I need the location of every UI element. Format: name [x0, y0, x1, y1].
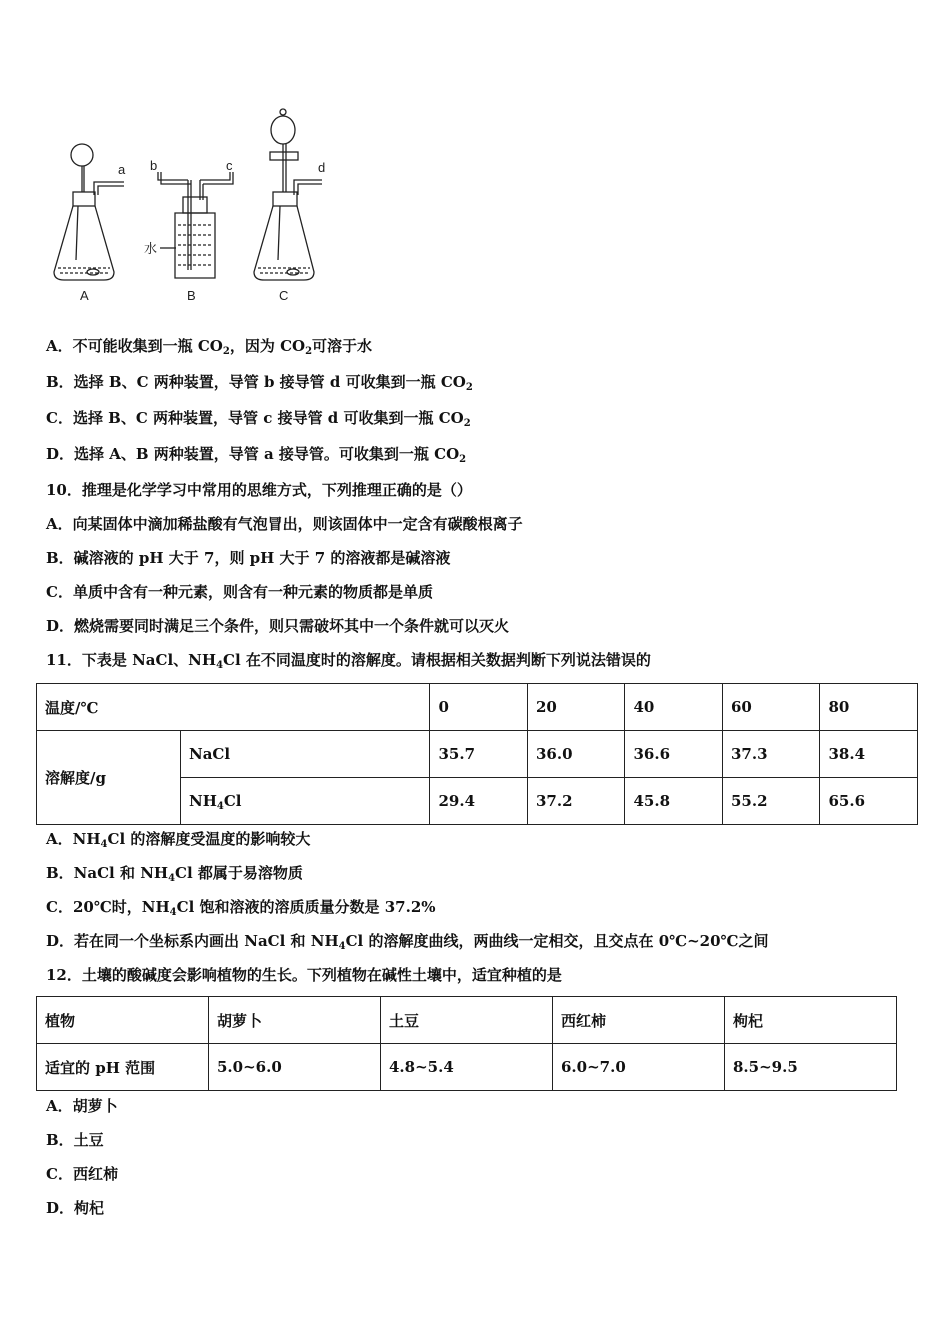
temp-header: 温度/℃	[37, 684, 430, 731]
q9-option-b: B．选择 B、C 两种装置，导管 b 接导管 d 可收集到一瓶 $CO_2$	[46, 373, 473, 393]
q11-option-d: D．若在同一个坐标系内画出 NaCl 和 $NH_4Cl$ 的溶解度曲线，两曲线一定相交，且交点在 0℃~20℃之间	[46, 932, 769, 952]
q10-stem: 10．推理是化学学习中常用的思维方式，下列推理正确的是（）	[46, 481, 472, 499]
nh4cl-cell: 55.2	[722, 778, 820, 825]
apparatus-a	[54, 144, 124, 280]
table-row	[37, 997, 897, 1044]
nacl-cell: 36.6	[625, 731, 723, 778]
q9-option-d: D．选择 A、B 两种装置，导管 a 接导管。可收集到一瓶 $CO_2$	[46, 445, 467, 465]
q11-option-a: A．$NH_4Cl$ 的溶解度受温度的影响较大	[46, 830, 311, 850]
nacl-label: NaCl	[181, 731, 430, 778]
ph-cell: 5.0~6.0	[209, 1044, 381, 1091]
nh4cl-cell: 65.6	[820, 778, 918, 825]
label-b: b	[150, 158, 158, 173]
q9-option-a: A．不可能收集到一瓶 $CO_2$，因为 $CO_2$可溶于水	[46, 337, 373, 357]
solubility-table	[36, 683, 918, 825]
plant-header: 胡萝卜	[209, 997, 381, 1044]
q12-option-b: B．土豆	[46, 1131, 104, 1149]
q10-option-d: D．燃烧需要同时满足三个条件，则只需破坏其中一个条件就可以灭火	[46, 617, 510, 635]
label-c: c	[226, 158, 233, 173]
label-A: A	[80, 288, 89, 303]
nh4cl-cell: 37.2	[527, 778, 625, 825]
nh4cl-label: $NH_4Cl$	[181, 778, 430, 825]
table-row	[37, 684, 918, 731]
label-C: C	[279, 288, 289, 303]
temp-cell: 0	[430, 684, 528, 731]
label-B: B	[187, 288, 196, 303]
label-d: d	[318, 160, 326, 175]
temp-cell: 80	[820, 684, 918, 731]
apparatus-b	[158, 172, 233, 278]
q10-option-c: C．单质中含有一种元素，则含有一种元素的物质都是单质	[46, 583, 433, 601]
q12-option-a: A．胡萝卜	[46, 1097, 118, 1115]
plant-header: 植物	[37, 997, 209, 1044]
q12-option-d: D．枸杞	[46, 1199, 105, 1217]
q10-option-a: A．向某固体中滴加稀盐酸有气泡冒出，则该固体中一定含有碳酸根离子	[46, 515, 523, 533]
nacl-cell: 38.4	[820, 731, 918, 778]
table-row	[37, 1044, 897, 1091]
q10-option-b: B．碱溶液的 pH 大于 7，则 pH 大于 7 的溶液都是碱溶液	[46, 549, 451, 567]
solubility-label: 溶解度/g	[37, 731, 181, 825]
nacl-cell: 35.7	[430, 731, 528, 778]
label-water: 水	[144, 241, 158, 256]
q9-option-c: C．选择 B、C 两种装置，导管 c 接导管 d 可收集到一瓶 $CO_2$	[46, 409, 471, 429]
q11-option-b: B．NaCl 和 $NH_4Cl$ 都属于易溶物质	[46, 864, 303, 884]
temp-cell: 20	[527, 684, 625, 731]
plant-header: 西红柿	[553, 997, 725, 1044]
q11-stem: 11．下表是 NaCl、$NH_4Cl$ 在不同温度时的溶解度。请根据相关数据判断下列说法错误的	[46, 651, 651, 671]
q11-option-c: C．20℃时，$NH_4Cl$ 饱和溶液的溶质质量分数是 37.2%	[46, 898, 436, 918]
ph-table	[36, 996, 897, 1091]
q12-option-c: C．西红柿	[46, 1165, 118, 1183]
apparatus-c	[254, 109, 322, 280]
apparatus-figure	[40, 100, 340, 310]
plant-header: 土豆	[381, 997, 553, 1044]
ph-cell: 4.8~5.4	[381, 1044, 553, 1091]
temp-cell: 40	[625, 684, 723, 731]
ph-cell: 8.5~9.5	[725, 1044, 897, 1091]
ph-row-label: 适宜的 pH 范围	[37, 1044, 209, 1091]
nh4cl-cell: 29.4	[430, 778, 528, 825]
q12-stem: 12．土壤的酸碱度会影响植物的生长。下列植物在碱性土壤中，适宜种植的是	[46, 966, 562, 984]
plant-header: 枸杞	[725, 997, 897, 1044]
nacl-cell: 36.0	[527, 731, 625, 778]
nacl-cell: 37.3	[722, 731, 820, 778]
nh4cl-cell: 45.8	[625, 778, 723, 825]
label-a: a	[118, 162, 126, 177]
table-row	[37, 731, 918, 778]
ph-cell: 6.0~7.0	[553, 1044, 725, 1091]
temp-cell: 60	[722, 684, 820, 731]
